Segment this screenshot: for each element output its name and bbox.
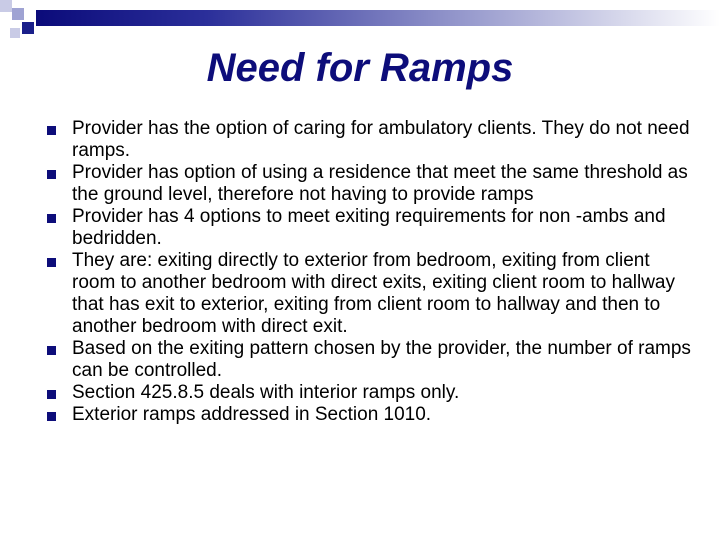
bullet-text: Provider has 4 options to meet exiting requirements for non -ambs and bedridden. — [72, 206, 666, 249]
square-bullet-icon — [47, 412, 56, 421]
bullet-item — [72, 250, 692, 338]
slide-title: Need for Ramps — [206, 46, 514, 90]
square-bullet-icon — [47, 390, 56, 399]
bullet-text: Section 425.8.5 deals with interior ramps only. — [72, 382, 460, 403]
bullet-item — [72, 382, 692, 404]
bullet-item — [72, 206, 692, 250]
header-gradient-bar — [36, 10, 720, 26]
square-bullet-icon — [47, 346, 56, 355]
square-bullet-icon — [47, 170, 56, 179]
square-bullet-icon — [47, 258, 56, 267]
bullet-text: Provider has the option of caring for ambulatory clients. They do not need ramps. — [72, 118, 690, 161]
bullet-list — [72, 118, 692, 426]
bullet-item — [72, 404, 692, 426]
decor-square — [12, 8, 24, 20]
decor-square — [10, 28, 20, 38]
bullet-item — [72, 118, 692, 162]
bullet-text: Based on the exiting pattern chosen by the provider, the number of ramps can be controlled. — [72, 338, 691, 381]
bullet-text: They are: exiting directly to exterior from bedroom, exiting from client room to another bedroom with direct exits, exiting client room to hallway that has exit to exterior, exiting from client room to hallway and then to another bedroom with direct exit. — [72, 250, 675, 337]
decor-square — [22, 22, 34, 34]
square-bullet-icon — [47, 214, 56, 223]
bullet-item — [72, 162, 692, 206]
bullet-text: Exterior ramps addressed in Section 1010. — [72, 404, 432, 425]
decor-square — [0, 0, 12, 12]
bullet-item — [72, 338, 692, 382]
bullet-text: Provider has option of using a residence that meet the same threshold as the ground level, therefore not having to provide ramps — [72, 162, 688, 205]
square-bullet-icon — [47, 126, 56, 135]
